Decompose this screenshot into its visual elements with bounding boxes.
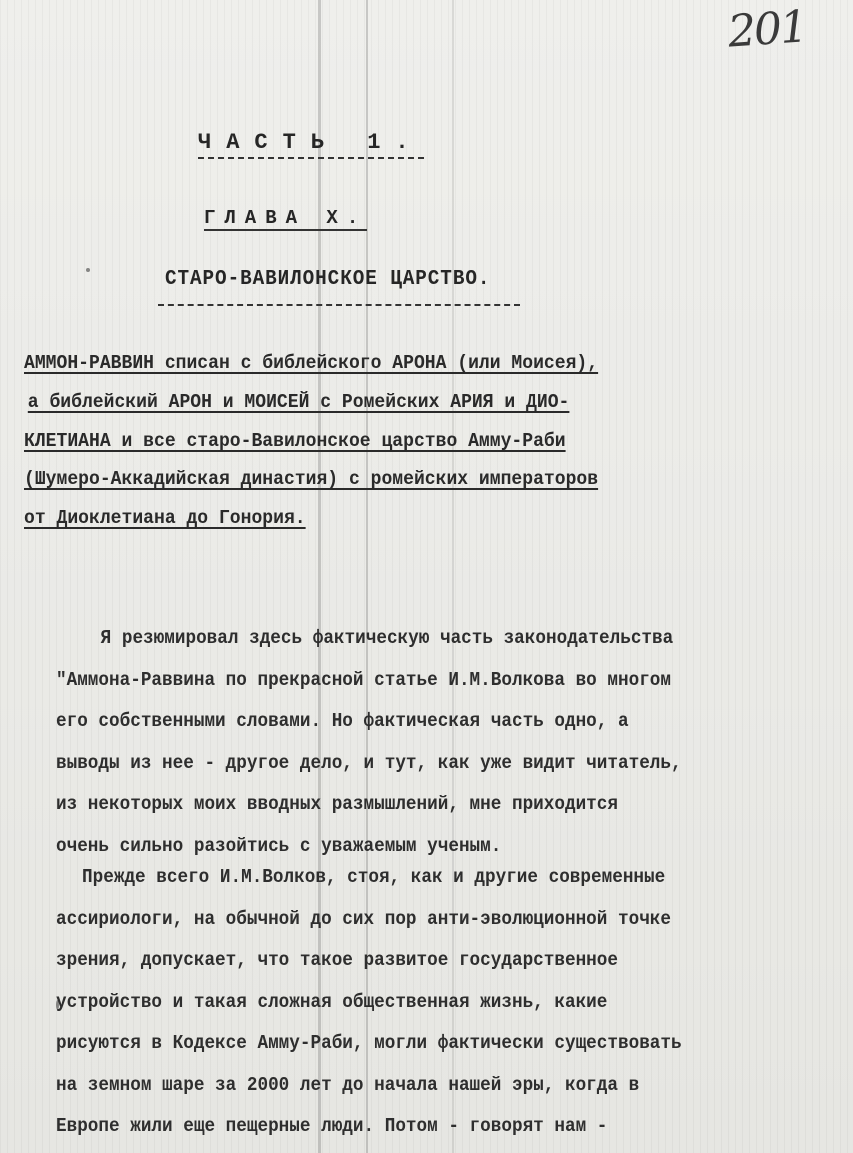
- paragraph-line: рисуются в Кодексе Амму-Раби, могли фактически существовать: [56, 1032, 682, 1054]
- paragraph-line: Европе жили еще пещерные люди. Потом - говорят нам -: [56, 1115, 608, 1137]
- paragraph-line: его собственными словами. Но фактическая часть одно, а: [56, 710, 629, 732]
- paragraph-line: Прежде всего И.М.Волков, стоя, как и другие современные: [82, 866, 666, 888]
- paragraph-line: "Аммона-Раввина по прекрасной статье И.М.Волкова во многом: [56, 668, 672, 691]
- epigraph-line: (Шумеро-Аккадийская династия) с ромейских императоров: [24, 468, 599, 491]
- epigraph-line: АММОН-РАВВИН списан с библейского АРОНА (или Моисея),: [24, 352, 599, 374]
- paragraph-line: зрения, допускает, что такое развитое государственное: [56, 949, 619, 971]
- epigraph-line: а библейский АРОН и МОИСЕЙ с Ромейских АРИЯ и ДИО-: [27, 390, 570, 413]
- paragraph-line: выводы из нее - другое дело, и тут, как уже видит читатель,: [56, 751, 682, 774]
- paragraph-2: [56, 857, 846, 1148]
- part-title: ЧАСТЬ 1.: [198, 130, 424, 159]
- ink-speck: [86, 268, 90, 272]
- paragraph-line: устройство и такая сложная общественная жизнь, какие: [56, 990, 608, 1013]
- section-title-underline: [158, 304, 520, 306]
- section-title: СТАРО-ВАВИЛОНСКОЕ ЦАРСТВО.: [165, 268, 491, 291]
- paragraph-line: ассириологи, на обычной до сих пор анти-эволюционной точке: [56, 907, 672, 930]
- paragraph-line: на земном шаре за 2000 лет до начала нашей эры, когда в: [56, 1073, 640, 1096]
- page-number: 201: [726, 1, 808, 58]
- chapter-title: ГЛАВА Х.: [204, 207, 368, 229]
- epigraph-line: от Диоклетиана до Гонория.: [24, 507, 306, 530]
- paragraph-1: [56, 618, 846, 867]
- paragraph-line: из некоторых моих вводных размышлений, мне приходится: [56, 793, 619, 815]
- paragraph-line: очень сильно разойтись с уважаемым ученым.: [56, 834, 502, 857]
- epigraph-block: [24, 344, 784, 538]
- epigraph-line: КЛЕТИАНА и все старо-Вавилонское царство Амму-Раби: [24, 429, 566, 452]
- paragraph-line: Я резюмировал здесь фактическую часть законодательства: [100, 627, 674, 649]
